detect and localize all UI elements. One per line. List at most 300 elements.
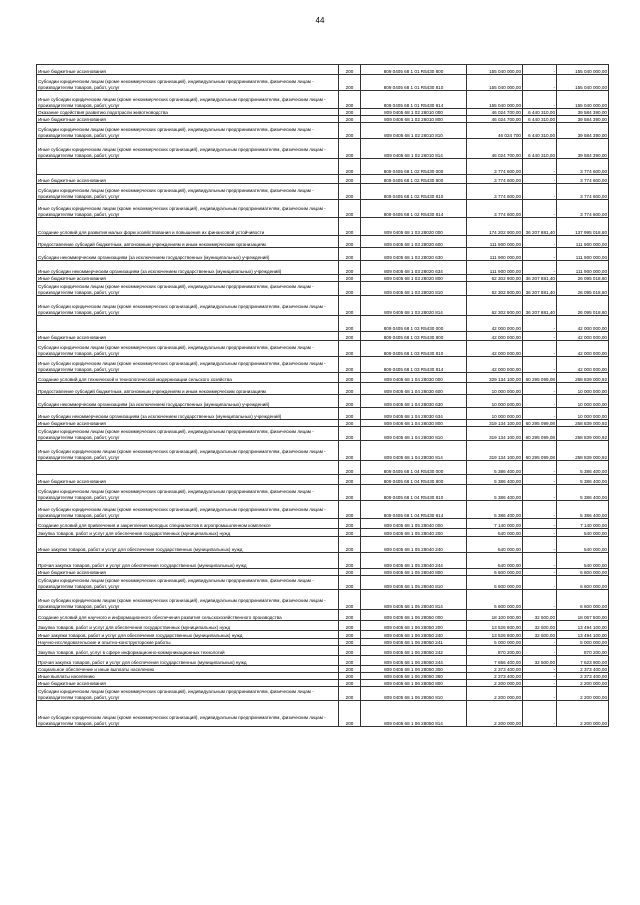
table-row — [37, 680, 609, 687]
row-balance-cell: 7 140 000,00 — [557, 519, 609, 529]
row-amount-cell: 540 000,00 — [467, 529, 523, 537]
row-kbk-cell: 809 0405 68 1 01 R5430 800 — [361, 65, 467, 75]
row-code-cell: 200 — [339, 248, 361, 261]
row-code-cell: 200 — [339, 639, 361, 646]
row-reduction-cell: - — [523, 576, 557, 590]
row-reduction-cell: - — [523, 529, 557, 537]
row-name-cell: Субсидии юридическим лицам (кроме некоммерческих организаций), индивидуальным предпринимателям, физическим лицам - производителям товаров, работ, услуг — [37, 485, 339, 501]
row-reduction-cell: 60 295 099,08 — [523, 420, 557, 427]
row-code-cell: 200 — [339, 590, 361, 610]
row-kbk-cell: 809 0405 68 1 03 R5430 814 — [361, 357, 467, 373]
row-name-cell: Иные субсидии юридическим лицам (кроме некоммерческих организаций), индивидуальным предпринимателям, физическим лицам - производителям товаров, работ, услуг — [37, 441, 339, 461]
page-number: 44 — [315, 16, 325, 25]
table-row — [37, 553, 609, 569]
row-reduction-cell: - — [523, 357, 557, 373]
row-balance-cell: 6 600 000,00 — [557, 590, 609, 610]
row-balance-cell: 13 494 100,00 — [557, 621, 609, 631]
row-code-cell: 200 — [339, 529, 361, 537]
row-reduction-cell: 36 207 881,40 — [523, 218, 557, 236]
row-balance-cell: 540 000,00 — [557, 529, 609, 537]
row-name-cell: Субсидии юридическим лицам (кроме некоммерческих организаций), индивидуальным предпринимателям, физическим лицам - производителям товаров, работ, услуг — [37, 282, 339, 296]
row-code-cell: 200 — [339, 91, 361, 109]
row-code-cell: 200 — [339, 332, 361, 341]
row-reduction-cell: - — [523, 485, 557, 501]
row-reduction-cell: 32 500,00 — [523, 610, 557, 621]
row-name-cell: Прочая закупка товаров, работ и услуг для обеспечения государственных (муниципальных) нужд — [37, 553, 339, 569]
row-amount-cell: 42 000 000,00 — [467, 316, 523, 332]
row-name-cell: Оказание содействия развитию подотрасли животноводства — [37, 109, 339, 116]
row-amount-cell: 5 000 000,00 — [467, 639, 523, 646]
table-row — [37, 666, 609, 673]
row-amount-cell: 155 040 000,00 — [467, 65, 523, 75]
row-balance-cell: 540 000,00 — [557, 553, 609, 569]
row-balance-cell: 155 040 000,00 — [557, 75, 609, 91]
row-name-cell: Иные закупки товаров, работ и услуг для обеспечения государственных (муниципальных) нужд — [37, 631, 339, 639]
row-code-cell: 200 — [339, 373, 361, 383]
row-code-cell: 200 — [339, 701, 361, 727]
row-amount-cell: 155 040 000,00 — [467, 91, 523, 109]
row-kbk-cell: 809 0405 68 1 06 28050 814 — [361, 701, 467, 727]
row-balance-cell: 10 000 000,00 — [557, 395, 609, 408]
row-amount-cell: 3 774 600,00 — [467, 175, 523, 184]
row-name-cell: Иные субсидии юридическим лицам (кроме некоммерческих организаций), индивидуальным предпринимателям, физическим лицам - производителям товаров, работ, услуг — [37, 139, 339, 159]
row-reduction-cell: - — [523, 383, 557, 395]
row-name-cell: Иные выплаты населению — [37, 673, 339, 680]
row-reduction-cell: - — [523, 646, 557, 656]
row-code-cell: 200 — [339, 236, 361, 248]
row-amount-cell: 2 200 000,00 — [467, 680, 523, 687]
row-balance-cell: 39 584 390,00 — [557, 139, 609, 159]
row-kbk-cell: 809 0405 68 1 02 26010 814 — [361, 139, 467, 159]
row-code-cell: 200 — [339, 383, 361, 395]
row-name-cell: Иные субсидии юридическим лицам (кроме некоммерческих организаций), индивидуальным предпринимателям, физическим лицам - производителям товаров, работ, услуг — [37, 701, 339, 727]
row-name-cell: Создание условий для научного и информационного обеспечения развития сельскохозяйственного производства — [37, 610, 339, 621]
table-row — [37, 184, 609, 200]
row-balance-cell: 3 774 600,00 — [557, 200, 609, 218]
row-amount-cell: 111 900 000,00 — [467, 236, 523, 248]
row-amount-cell: 46 024 700,00 — [467, 109, 523, 116]
row-code-cell: 200 — [339, 296, 361, 316]
row-code-cell: 200 — [339, 680, 361, 687]
row-balance-cell: 42 000 000,00 — [557, 341, 609, 357]
row-reduction-cell: - — [523, 408, 557, 420]
row-name-cell: Иные бюджетные ассигнования — [37, 475, 339, 485]
table-row — [37, 485, 609, 501]
row-kbk-cell: 809 0405 68 1 05 28040 800 — [361, 569, 467, 576]
row-balance-cell: 111 900 000,00 — [557, 236, 609, 248]
row-code-cell: 200 — [339, 441, 361, 461]
row-name-cell: Субсидии юридическим лицам (кроме некоммерческих организаций), индивидуальным предпринимателям, физическим лицам - производителям товаров, работ, услуг — [37, 341, 339, 357]
row-code-cell: 200 — [339, 282, 361, 296]
row-code-cell: 200 — [339, 316, 361, 332]
row-code-cell: 200 — [339, 427, 361, 441]
row-amount-cell: 5 386 400,00 — [467, 475, 523, 485]
table-row — [37, 673, 609, 680]
row-reduction-cell: - — [523, 537, 557, 553]
row-kbk-cell: 809 0405 68 1 02 26010 810 — [361, 123, 467, 139]
row-amount-cell: 319 134 100,00 — [467, 420, 523, 427]
row-name-cell: Прочая закупка товаров, работ и услуг для обеспечения государственных (муниципальных) нужд — [37, 656, 339, 666]
row-code-cell: 200 — [339, 395, 361, 408]
row-reduction-cell: - — [523, 501, 557, 519]
table-row — [37, 475, 609, 485]
row-kbk-cell: 809 0405 68 1 04 R5430 810 — [361, 485, 467, 501]
row-reduction-cell: - — [523, 461, 557, 475]
row-reduction-cell: - — [523, 316, 557, 332]
row-name-cell: Иные бюджетные ассигнования — [37, 680, 339, 687]
row-kbk-cell: 809 0405 68 1 06 28050 240 — [361, 631, 467, 639]
row-balance-cell: 18 067 500,00 — [557, 610, 609, 621]
row-code-cell: 200 — [339, 65, 361, 75]
row-balance-cell: 26 095 018,60 — [557, 296, 609, 316]
row-amount-cell: 319 134 100,00 — [467, 441, 523, 461]
row-reduction-cell: 32 500,00 — [523, 656, 557, 666]
row-code-cell: 200 — [339, 341, 361, 357]
row-name-cell: Иные бюджетные ассигнования — [37, 175, 339, 184]
row-name-cell: Иные бюджетные ассигнования — [37, 569, 339, 576]
row-amount-cell: 111 900 000,00 — [467, 248, 523, 261]
row-reduction-cell: - — [523, 159, 557, 175]
row-name-cell: Иные бюджетные ассигнования — [37, 65, 339, 75]
row-reduction-cell: - — [523, 175, 557, 184]
row-kbk-cell: 809 0405 68 1 03 R5430 800 — [361, 332, 467, 341]
row-amount-cell: 5 386 400,00 — [467, 461, 523, 475]
row-balance-cell: 13 494 100,00 — [557, 631, 609, 639]
row-code-cell: 200 — [339, 553, 361, 569]
table-row — [37, 200, 609, 218]
row-name-cell: Иные бюджетные ассигнования — [37, 275, 339, 282]
row-code-cell: 200 — [339, 261, 361, 275]
row-reduction-cell: - — [523, 65, 557, 75]
table-row — [37, 91, 609, 109]
row-reduction-cell: - — [523, 248, 557, 261]
row-amount-cell: 6 600 000,00 — [467, 569, 523, 576]
row-reduction-cell: - — [523, 184, 557, 200]
row-balance-cell: 42 000 000,00 — [557, 357, 609, 373]
table-row — [37, 65, 609, 75]
row-kbk-cell: 809 0405 68 1 06 28050 241 — [361, 639, 467, 646]
row-reduction-cell: - — [523, 75, 557, 91]
row-kbk-cell: 809 0405 68 1 03 R5430 000 — [361, 316, 467, 332]
row-balance-cell: 268 839 000,92 — [557, 373, 609, 383]
row-kbk-cell: 809 0405 68 1 06 28050 360 — [361, 673, 467, 680]
table-row — [37, 646, 609, 656]
row-kbk-cell: 809 0405 68 1 03 28020 000 — [361, 218, 467, 236]
row-code-cell: 200 — [339, 461, 361, 475]
row-balance-cell: 111 900 000,00 — [557, 261, 609, 275]
row-amount-cell: 2 373 400,00 — [467, 666, 523, 673]
row-reduction-cell: 6 440 310,00 — [523, 116, 557, 123]
row-kbk-cell: 809 0405 68 1 05 28040 244 — [361, 553, 467, 569]
row-amount-cell: 2 200 000,00 — [467, 701, 523, 727]
row-code-cell: 200 — [339, 218, 361, 236]
row-kbk-cell: 809 0405 68 1 03 28020 630 — [361, 248, 467, 261]
row-name-cell: Субсидии юридическим лицам (кроме некоммерческих организаций), индивидуальным предпринимателям, физическим лицам - производителям товаров, работ, услуг — [37, 427, 339, 441]
row-reduction-cell: - — [523, 569, 557, 576]
row-code-cell: 200 — [339, 673, 361, 680]
row-name-cell: Иные субсидии юридическим лицам (кроме некоммерческих организаций), индивидуальным предпринимателям, физическим лицам - производителям товаров, работ, услуг — [37, 590, 339, 610]
table-row — [37, 357, 609, 373]
row-kbk-cell: 809 0405 68 1 04 R5430 814 — [361, 501, 467, 519]
budget-table — [36, 64, 609, 727]
row-amount-cell: 10 000 000,00 — [467, 408, 523, 420]
table-row — [37, 631, 609, 639]
row-code-cell: 200 — [339, 109, 361, 116]
row-name-cell — [37, 159, 339, 175]
row-code-cell: 200 — [339, 631, 361, 639]
row-amount-cell: 155 040 000,00 — [467, 75, 523, 91]
table-row — [37, 420, 609, 427]
row-reduction-cell: - — [523, 590, 557, 610]
row-amount-cell: 42 000 000,00 — [467, 357, 523, 373]
row-balance-cell: 258 839 000,92 — [557, 441, 609, 461]
row-balance-cell: 3 774 600,00 — [557, 184, 609, 200]
row-amount-cell: 7 140 000,00 — [467, 519, 523, 529]
row-amount-cell: 62 302 900,00 — [467, 296, 523, 316]
row-kbk-cell: 809 0405 68 1 04 28030 600 — [361, 383, 467, 395]
row-name-cell: Иные субсидии юридическим лицам (кроме некоммерческих организаций), индивидуальным предпринимателям, физическим лицам - производителям товаров, работ, услуг — [37, 357, 339, 373]
row-name-cell: Иные бюджетные ассигнования — [37, 332, 339, 341]
row-reduction-cell: - — [523, 475, 557, 485]
row-balance-cell: 111 900 000,00 — [557, 248, 609, 261]
table-row — [37, 275, 609, 282]
row-amount-cell: 18 100 000,00 — [467, 610, 523, 621]
row-reduction-cell: 6 440 310,00 — [523, 109, 557, 116]
row-amount-cell: 319 134 100,00 — [467, 427, 523, 441]
row-reduction-cell: 6 440 310,00 — [523, 123, 557, 139]
row-balance-cell: 7 623 900,00 — [557, 656, 609, 666]
table-row — [37, 701, 609, 727]
row-reduction-cell: 36 207 881,40 — [523, 296, 557, 316]
row-amount-cell: 3 774 600,00 — [467, 184, 523, 200]
row-name-cell: Закупка товаров, работ, услуг в сфере информационно-коммуникационных технологий — [37, 646, 339, 656]
row-kbk-cell: 809 0405 68 1 01 R5430 810 — [361, 75, 467, 91]
table-row — [37, 576, 609, 590]
row-amount-cell: 174 202 900,00 — [467, 218, 523, 236]
table-row — [37, 236, 609, 248]
table-row — [37, 656, 609, 666]
row-code-cell: 200 — [339, 184, 361, 200]
row-code-cell: 200 — [339, 646, 361, 656]
row-kbk-cell: 809 0405 68 1 02 R5430 814 — [361, 200, 467, 218]
row-kbk-cell: 809 0405 68 1 06 28050 000 — [361, 610, 467, 621]
row-reduction-cell: - — [523, 687, 557, 701]
row-balance-cell: 5 386 400,00 — [557, 475, 609, 485]
row-kbk-cell: 809 0405 68 1 02 R5430 800 — [361, 175, 467, 184]
row-balance-cell: 39 584 390,00 — [557, 109, 609, 116]
row-balance-cell: 42 000 000,00 — [557, 332, 609, 341]
row-amount-cell: 7 656 400,00 — [467, 656, 523, 666]
row-balance-cell: 5 000 000,00 — [557, 639, 609, 646]
row-name-cell: Иные субсидии юридическим лицам (кроме некоммерческих организаций), индивидуальным предпринимателям, физическим лицам - производителям товаров, работ, услуг — [37, 200, 339, 218]
table-row — [37, 639, 609, 646]
row-name-cell: Субсидии юридическим лицам (кроме некоммерческих организаций), индивидуальным предпринимателям, физическим лицам - производителям товаров, работ, услуг — [37, 576, 339, 590]
row-amount-cell: 62 302 900,00 — [467, 275, 523, 282]
row-code-cell: 200 — [339, 485, 361, 501]
row-kbk-cell: 809 0405 68 1 03 28020 600 — [361, 236, 467, 248]
row-balance-cell: 5 386 400,00 — [557, 485, 609, 501]
row-name-cell: Субсидии юридическим лицам (кроме некоммерческих организаций), индивидуальным предпринимателям, физическим лицам - производителям товаров, работ, услуг — [37, 687, 339, 701]
row-kbk-cell: 809 0405 68 1 01 R5430 814 — [361, 91, 467, 109]
row-name-cell: Субсидии юридическим лицам (кроме некоммерческих организаций), индивидуальным предпринимателям, физическим лицам - производителям товаров, работ, услуг — [37, 123, 339, 139]
table-row — [37, 519, 609, 529]
table-row — [37, 316, 609, 332]
table-row — [37, 395, 609, 408]
row-kbk-cell: 809 0405 68 1 05 28040 810 — [361, 576, 467, 590]
row-kbk-cell: 809 0405 68 1 06 28050 242 — [361, 646, 467, 656]
row-kbk-cell: 809 0405 68 1 04 28030 800 — [361, 420, 467, 427]
row-amount-cell: 46 024 700,00 — [467, 139, 523, 159]
row-kbk-cell: 809 0405 68 1 04 28030 814 — [361, 441, 467, 461]
table-row — [37, 261, 609, 275]
row-balance-cell: 6 600 000,00 — [557, 576, 609, 590]
row-balance-cell: 6 600 000,00 — [557, 569, 609, 576]
row-code-cell: 200 — [339, 475, 361, 485]
table-row — [37, 123, 609, 139]
row-amount-cell: 2 200 000,00 — [467, 687, 523, 701]
row-amount-cell: 5 386 400,00 — [467, 501, 523, 519]
row-name-cell: Создание условий для привлечения и закрепления молодых специалистов в агропромышленном комплексе — [37, 519, 339, 529]
row-reduction-cell: - — [523, 236, 557, 248]
row-name-cell: Создание условий для технической и технологической модернизации сельского хозяйства — [37, 373, 339, 383]
row-code-cell: 200 — [339, 75, 361, 91]
row-kbk-cell: 809 0405 68 1 04 28030 634 — [361, 408, 467, 420]
row-kbk-cell: 809 0405 68 1 02 R5430 000 — [361, 159, 467, 175]
row-kbk-cell: 809 0405 68 1 06 28050 300 — [361, 666, 467, 673]
row-reduction-cell: 6 440 310,00 — [523, 139, 557, 159]
row-reduction-cell: 36 207 881,40 — [523, 275, 557, 282]
row-balance-cell: 10 000 000,00 — [557, 408, 609, 420]
row-amount-cell: 10 000 000,00 — [467, 383, 523, 395]
row-code-cell: 200 — [339, 656, 361, 666]
row-balance-cell: 2 200 000,00 — [557, 680, 609, 687]
row-kbk-cell: 809 0405 68 1 02 26010 800 — [361, 116, 467, 123]
row-code-cell: 200 — [339, 420, 361, 427]
row-reduction-cell: 60 295 099,08 — [523, 441, 557, 461]
row-amount-cell: 540 000,00 — [467, 553, 523, 569]
row-reduction-cell: - — [523, 519, 557, 529]
row-name-cell: Иные субсидии некоммерческим организациям (за исключением государственных (муниципальных) учреждений) — [37, 408, 339, 420]
row-reduction-cell: 60 295 099,08 — [523, 373, 557, 383]
row-reduction-cell: - — [523, 639, 557, 646]
row-reduction-cell: - — [523, 200, 557, 218]
row-amount-cell: 42 000 000,00 — [467, 332, 523, 341]
table-row — [37, 610, 609, 621]
row-code-cell: 200 — [339, 610, 361, 621]
table-row — [37, 427, 609, 441]
row-amount-cell: 5 386 400,00 — [467, 485, 523, 501]
table-row — [37, 408, 609, 420]
row-name-cell: Иные субсидии некоммерческим организациям (за исключением государственных (муниципальных) учреждений) — [37, 261, 339, 275]
row-code-cell: 200 — [339, 537, 361, 553]
row-name-cell: Субсидии некоммерческим организациям (за исключением государственных (муниципальных) учреждений) — [37, 248, 339, 261]
row-kbk-cell: 809 0405 68 1 04 28030 630 — [361, 395, 467, 408]
table-row — [37, 441, 609, 461]
table-row — [37, 218, 609, 236]
row-reduction-cell: - — [523, 341, 557, 357]
row-amount-cell: 2 373 400,00 — [467, 673, 523, 680]
row-reduction-cell: - — [523, 91, 557, 109]
row-kbk-cell: 809 0405 68 1 05 28040 240 — [361, 537, 467, 553]
row-kbk-cell: 809 0405 68 1 06 28050 810 — [361, 687, 467, 701]
row-name-cell: Закупка товаров, работ и услуг для обеспечения государственных (муниципальных) нужд — [37, 529, 339, 537]
row-code-cell: 200 — [339, 408, 361, 420]
row-name-cell: Иные бюджетные ассигнования — [37, 420, 339, 427]
row-name-cell: Предоставление субсидий бюджетным, автономным учреждениям и иным некоммерческим организациям — [37, 236, 339, 248]
row-code-cell: 200 — [339, 687, 361, 701]
row-code-cell: 200 — [339, 123, 361, 139]
table-row — [37, 159, 609, 175]
row-code-cell: 200 — [339, 621, 361, 631]
row-reduction-cell: 60 295 099,08 — [523, 427, 557, 441]
row-amount-cell: 3 774 600,00 — [467, 200, 523, 218]
row-kbk-cell: 809 0405 68 1 04 R5430 000 — [361, 461, 467, 475]
table-row — [37, 116, 609, 123]
row-amount-cell: 10 000 000,00 — [467, 395, 523, 408]
row-name-cell: Иные субсидии юридическим лицам (кроме некоммерческих организаций), индивидуальным предпринимателям, физическим лицам - производителям товаров, работ, услуг — [37, 296, 339, 316]
row-kbk-cell: 809 0405 68 1 03 28020 814 — [361, 296, 467, 316]
table-row — [37, 373, 609, 383]
row-balance-cell: 26 095 018,60 — [557, 282, 609, 296]
row-balance-cell: 258 839 000,92 — [557, 420, 609, 427]
row-balance-cell: 3 774 600,00 — [557, 175, 609, 184]
table-row — [37, 139, 609, 159]
row-kbk-cell: 809 0405 68 1 04 28030 000 — [361, 373, 467, 383]
table-row — [37, 569, 609, 576]
row-balance-cell: 26 095 018,60 — [557, 275, 609, 282]
budget-table-body — [37, 65, 609, 727]
table-row — [37, 383, 609, 395]
row-code-cell: 200 — [339, 200, 361, 218]
table-row — [37, 341, 609, 357]
row-name-cell: Субсидии юридическим лицам (кроме некоммерческих организаций), индивидуальным предпринимателям, физическим лицам - производителям товаров, работ, услуг — [37, 184, 339, 200]
row-name-cell: Закупка товаров, работ и услуг для обеспечения государственных (муниципальных) нужд — [37, 621, 339, 631]
row-balance-cell: 5 386 400,00 — [557, 501, 609, 519]
row-amount-cell: 46 024 700,00 — [467, 116, 523, 123]
row-kbk-cell: 809 0405 68 1 04 28030 810 — [361, 427, 467, 441]
row-code-cell: 200 — [339, 139, 361, 159]
row-balance-cell: 2 373 400,00 — [557, 666, 609, 673]
row-balance-cell: 870 200,00 — [557, 646, 609, 656]
row-balance-cell: 3 774 600,00 — [557, 159, 609, 175]
table-row — [37, 296, 609, 316]
row-balance-cell: 39 584 390,00 — [557, 123, 609, 139]
row-kbk-cell: 809 0405 68 1 03 28020 810 — [361, 282, 467, 296]
row-reduction-cell: 32 500,00 — [523, 621, 557, 631]
row-balance-cell: 42 000 000,00 — [557, 316, 609, 332]
row-name-cell — [37, 461, 339, 475]
row-code-cell: 200 — [339, 175, 361, 184]
row-balance-cell: 2 200 000,00 — [557, 687, 609, 701]
row-balance-cell: 137 995 018,60 — [557, 218, 609, 236]
row-kbk-cell: 809 0405 68 1 05 28040 000 — [361, 519, 467, 529]
row-kbk-cell: 809 0405 68 1 02 R5430 810 — [361, 184, 467, 200]
row-name-cell: Создание условий для развития малых форм хозяйствования и повышения их финансовой устойчивости — [37, 218, 339, 236]
row-name-cell: Иные бюджетные ассигнования — [37, 116, 339, 123]
row-name-cell — [37, 316, 339, 332]
row-name-cell: Иные субсидии юридическим лицам (кроме некоммерческих организаций), индивидуальным предпринимателям, физическим лицам - производителям товаров, работ, услуг — [37, 501, 339, 519]
row-reduction-cell: - — [523, 701, 557, 727]
table-row — [37, 687, 609, 701]
table-row — [37, 332, 609, 341]
table-row — [37, 175, 609, 184]
row-code-cell: 200 — [339, 159, 361, 175]
row-balance-cell: 2 373 400,00 — [557, 673, 609, 680]
row-amount-cell: 42 000 000,00 — [467, 341, 523, 357]
row-amount-cell: 62 302 900,00 — [467, 282, 523, 296]
row-amount-cell: 111 900 000,00 — [467, 261, 523, 275]
row-code-cell: 200 — [339, 357, 361, 373]
